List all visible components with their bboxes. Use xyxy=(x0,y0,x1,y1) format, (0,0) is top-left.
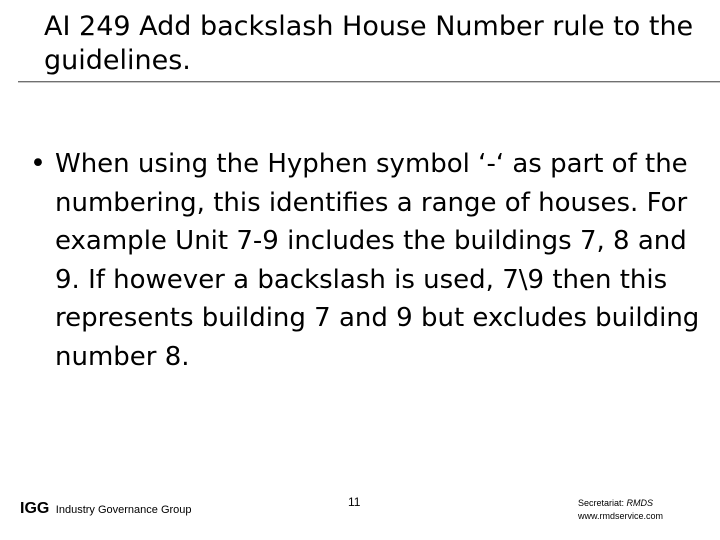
bullet-marker: • xyxy=(30,148,46,179)
igg-logo xyxy=(20,500,192,518)
bullet-text: When using the Hyphen symbol ‘-‘ as part of the numbering, this identifies a range of houses. For example Unit 7-9 includes the buildings 7, 8 and 9. If however a backslash is used, 7\9 then this represents building 7 and 9 but excludes building number 8. xyxy=(55,149,700,372)
secretariat-name: RMDS xyxy=(626,498,654,508)
title-divider xyxy=(18,81,720,83)
logo-abbreviation: IGG xyxy=(20,500,50,517)
secretariat-info xyxy=(578,497,663,523)
page-number: 11 xyxy=(348,495,361,509)
bullet-item xyxy=(30,145,700,377)
secretariat-label: Secretariat: xyxy=(578,498,625,508)
website-url: www.rmdservice.com xyxy=(578,511,664,521)
slide-title: AI 249 Add backslash House Number rule to the guidelines. xyxy=(44,11,694,76)
logo-organization-name: Industry Governance Group xyxy=(55,504,192,516)
secretariat-line xyxy=(578,497,663,510)
